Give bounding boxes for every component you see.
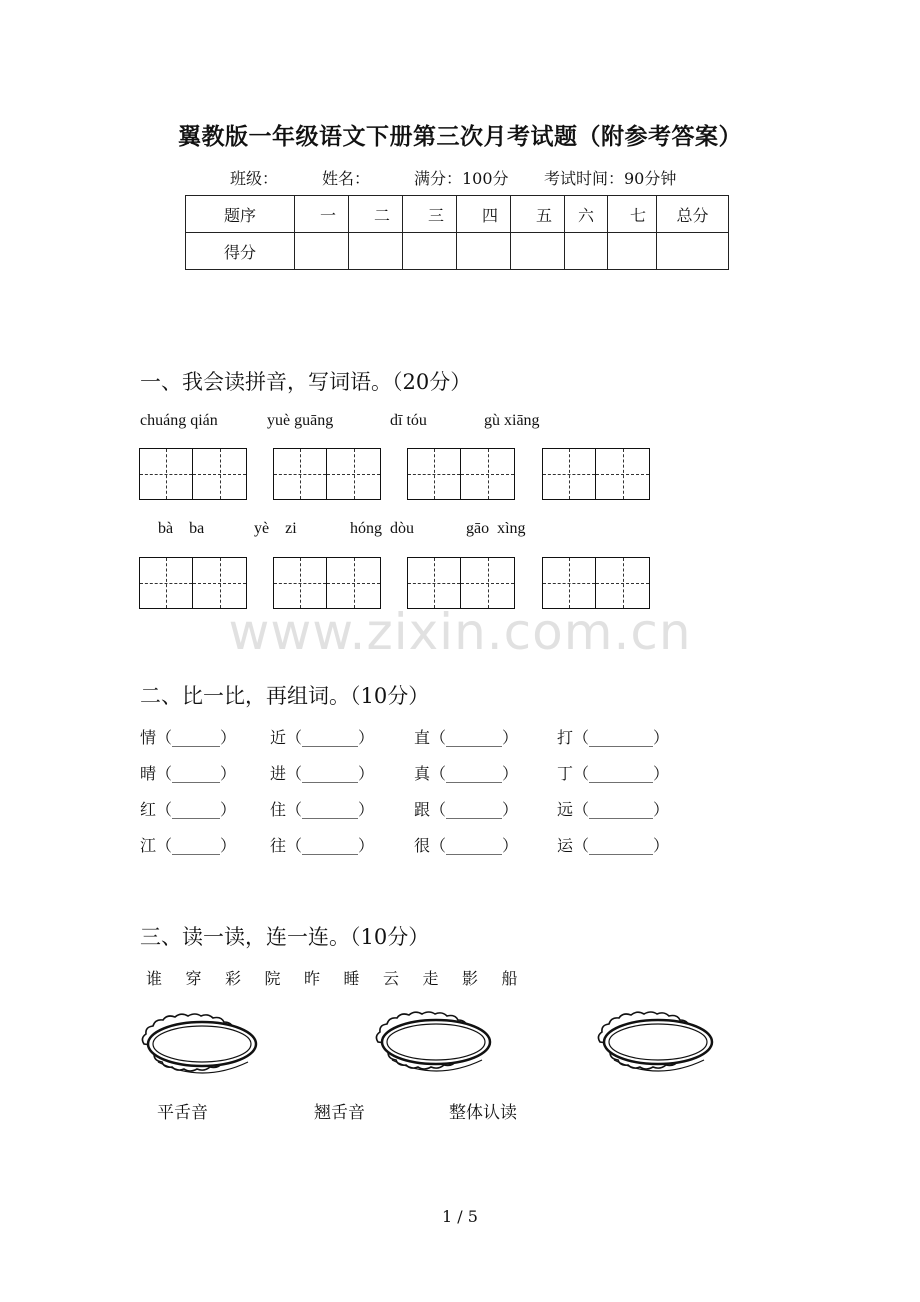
compare-item[interactable]: 真（_______） xyxy=(414,764,519,783)
compare-item[interactable]: 打（________） xyxy=(557,728,670,747)
full-score: 满分：100分 xyxy=(414,169,509,188)
name-label: 姓名： xyxy=(322,169,371,188)
pinyin: bà ba xyxy=(158,520,205,537)
compare-item[interactable]: 晴（______） xyxy=(140,764,237,783)
compare-item[interactable]: 近（_______） xyxy=(270,728,375,747)
character[interactable]: 昨 xyxy=(304,969,321,988)
score-cell: 题序 xyxy=(186,196,295,233)
pinyin: gāo xìng xyxy=(466,520,526,537)
section1-title: 一、我会读拼音，写词语。（20分） xyxy=(140,370,472,394)
score-cell: 四 xyxy=(457,196,511,233)
score-blank[interactable] xyxy=(295,233,349,270)
watermark: www.zixin.com.cn xyxy=(228,603,692,661)
character[interactable]: 走 xyxy=(422,969,439,988)
writing-grid[interactable] xyxy=(273,557,381,609)
score-table-score-row xyxy=(186,233,729,270)
pinyin: chuáng qián xyxy=(140,412,218,429)
score-cell: 七 xyxy=(608,196,657,233)
score-cell: 一 xyxy=(295,196,349,233)
pinyin: hóng dòu xyxy=(350,520,414,537)
character[interactable]: 影 xyxy=(462,969,479,988)
writing-grid[interactable] xyxy=(139,557,247,609)
compare-item[interactable]: 丁（________） xyxy=(557,764,670,783)
score-blank[interactable] xyxy=(403,233,457,270)
exam-info xyxy=(230,166,676,189)
score-blank[interactable] xyxy=(349,233,403,270)
character[interactable]: 船 xyxy=(501,969,518,988)
pinyin: gù xiāng xyxy=(484,412,540,429)
score-blank[interactable] xyxy=(657,233,729,270)
basket-icon[interactable] xyxy=(592,1008,724,1080)
basket-icon[interactable] xyxy=(370,1008,502,1080)
exam-title: 翼教版一年级语文下册第三次月考试题（附参考答案） xyxy=(178,123,742,150)
compare-item[interactable]: 红（______） xyxy=(140,800,237,819)
character[interactable]: 谁 xyxy=(146,969,163,988)
character[interactable]: 院 xyxy=(264,969,281,988)
compare-item[interactable]: 跟（_______） xyxy=(414,800,519,819)
score-cell: 五 xyxy=(511,196,565,233)
category-label: 翘舌音 xyxy=(314,1103,365,1123)
score-blank[interactable] xyxy=(565,233,608,270)
score-blank[interactable] xyxy=(511,233,565,270)
score-blank[interactable] xyxy=(608,233,657,270)
class-label: 班级： xyxy=(230,169,279,188)
compare-item[interactable]: 直（_______） xyxy=(414,728,519,747)
pinyin: yè zi xyxy=(254,520,297,537)
compare-item[interactable]: 远（________） xyxy=(557,800,670,819)
score-cell: 六 xyxy=(565,196,608,233)
basket-icon[interactable] xyxy=(136,1010,268,1082)
writing-grid[interactable] xyxy=(542,448,650,500)
compare-item[interactable]: 运（________） xyxy=(557,836,670,855)
compare-item[interactable]: 往（_______） xyxy=(270,836,375,855)
writing-grid[interactable] xyxy=(407,557,515,609)
page-number: 1 / 5 xyxy=(442,1207,478,1226)
pinyin: yuè guāng xyxy=(267,412,334,429)
score-cell: 二 xyxy=(349,196,403,233)
compare-item[interactable]: 很（_______） xyxy=(414,836,519,855)
category-label: 平舌音 xyxy=(157,1103,208,1123)
compare-item[interactable]: 住（_______） xyxy=(270,800,375,819)
writing-grid[interactable] xyxy=(407,448,515,500)
character[interactable]: 睡 xyxy=(343,969,360,988)
score-table-header-row xyxy=(186,196,729,233)
score-row-label: 得分 xyxy=(186,233,295,270)
section2-title: 二、比一比，再组词。（10分） xyxy=(140,684,430,708)
compare-item[interactable]: 江（______） xyxy=(140,836,237,855)
character-list xyxy=(146,966,541,989)
score-blank[interactable] xyxy=(457,233,511,270)
character[interactable]: 穿 xyxy=(185,969,202,988)
compare-item[interactable]: 情（______） xyxy=(140,728,237,747)
writing-grid[interactable] xyxy=(139,448,247,500)
character[interactable]: 彩 xyxy=(225,969,242,988)
category-label: 整体认读 xyxy=(449,1103,517,1123)
character[interactable]: 云 xyxy=(383,969,400,988)
pinyin: dī tóu xyxy=(390,412,427,429)
writing-grid[interactable] xyxy=(542,557,650,609)
compare-item[interactable]: 进（_______） xyxy=(270,764,375,783)
exam-time: 考试时间：90分钟 xyxy=(544,169,677,188)
writing-grid[interactable] xyxy=(273,448,381,500)
score-cell: 总分 xyxy=(657,196,729,233)
score-cell: 三 xyxy=(403,196,457,233)
section3-title: 三、读一读，连一连。（10分） xyxy=(140,925,430,949)
score-table xyxy=(185,195,729,270)
